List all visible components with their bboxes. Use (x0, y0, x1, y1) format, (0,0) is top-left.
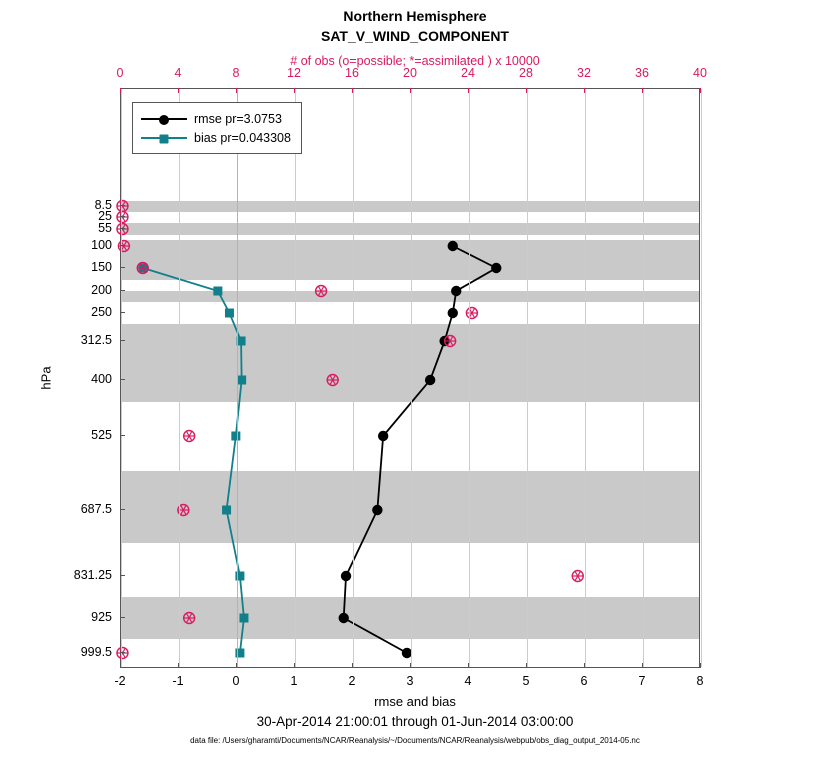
chart-title-line1: Northern Hemisphere (343, 8, 487, 24)
x-tick-mark (584, 663, 585, 668)
y-tick-mark (120, 205, 125, 206)
legend-marker-rmse (159, 115, 169, 125)
y-tick-label: 525 (91, 428, 112, 442)
series-point (225, 309, 234, 318)
obs-marker (184, 431, 195, 442)
obs-marker (117, 212, 128, 223)
top-x-tick-label: 28 (519, 66, 533, 80)
y-tick-label: 8.5 (94, 198, 112, 212)
legend-line-bias (141, 137, 187, 139)
y-tick-mark (120, 509, 125, 510)
y-tick-label: 831.25 (73, 568, 112, 582)
y-tick-mark (120, 575, 125, 576)
top-x-tick-label: 20 (403, 66, 417, 80)
x-tick-label: -2 (114, 674, 126, 688)
grid-line (295, 89, 296, 667)
chart-title-line2: SAT_V_WIND_COMPONENT (321, 28, 509, 44)
top-x-tick-label: 4 (174, 66, 182, 80)
legend-marker-bias (160, 134, 169, 143)
top-x-tick-mark (178, 88, 179, 93)
x-tick-label: 1 (290, 674, 298, 688)
x-tick-label: 6 (580, 674, 588, 688)
legend-line-rmse (141, 118, 187, 120)
top-x-tick-mark (294, 88, 295, 93)
top-x-tick-mark (584, 88, 585, 93)
series-point (339, 613, 349, 623)
x-tick-mark (642, 663, 643, 668)
y-tick-label: 250 (91, 305, 112, 319)
series-point (372, 505, 382, 515)
y-tick-label: 400 (91, 372, 112, 386)
x-tick-label: 2 (348, 674, 356, 688)
y-tick-label: 55 (98, 221, 112, 235)
obs-marker (117, 201, 128, 212)
y-tick-mark (120, 267, 125, 268)
top-x-tick-label: 36 (635, 66, 649, 80)
top-x-tick-mark (700, 88, 701, 93)
legend-label-bias: bias pr=0.043308 (194, 130, 291, 145)
grid-line (121, 89, 122, 667)
y-tick-label: 150 (91, 260, 112, 274)
series-point (451, 286, 461, 296)
grid-line (701, 89, 702, 667)
y-tick-label: 200 (91, 283, 112, 297)
y-tick-mark (120, 340, 125, 341)
y-tick-label: 925 (91, 610, 112, 624)
x-tick-label: 8 (696, 674, 704, 688)
grid-line (237, 89, 238, 667)
y-tick-label: 687.5 (80, 502, 112, 516)
y-tick-mark (120, 216, 125, 217)
y-tick-mark (120, 290, 125, 291)
series-point (425, 375, 435, 385)
legend-item-bias (141, 128, 291, 147)
y-tick-label: 100 (91, 238, 112, 252)
series-point (222, 506, 231, 515)
plot-overlay (121, 89, 699, 667)
top-x-tick-label: 8 (232, 66, 240, 80)
plot-area (120, 88, 700, 668)
y-tick-label: 312.5 (80, 333, 112, 347)
y-tick-mark (120, 435, 125, 436)
x-tick-label: -1 (172, 674, 184, 688)
series-point (239, 614, 248, 623)
obs-marker (117, 648, 128, 659)
x-tick-mark (700, 663, 701, 668)
grid-line (643, 89, 644, 667)
grid-line (469, 89, 470, 667)
top-x-tick-mark (526, 88, 527, 93)
top-x-tick-label: 24 (461, 66, 475, 80)
y-tick-mark (120, 652, 125, 653)
x-tick-mark (236, 663, 237, 668)
top-x-tick-label: 40 (693, 66, 707, 80)
top-axis-title: # of obs (o=possible; *=assimilated ) x 10000 (290, 54, 540, 68)
top-x-tick-label: 0 (116, 66, 124, 80)
top-x-tick-label: 16 (345, 66, 359, 80)
series-point (448, 308, 458, 318)
x-tick-label: 7 (638, 674, 646, 688)
top-x-tick-mark (410, 88, 411, 93)
grid-line (353, 89, 354, 667)
series-point (491, 263, 501, 273)
legend-label-rmse: rmse pr=3.0753 (194, 111, 282, 126)
x-axis-label: rmse and bias (374, 694, 456, 709)
top-x-tick-mark (352, 88, 353, 93)
obs-marker (184, 613, 195, 624)
top-x-tick-label: 12 (287, 66, 301, 80)
y-tick-mark (120, 312, 125, 313)
series-point (448, 241, 458, 251)
obs-marker (117, 224, 128, 235)
series-point (341, 571, 351, 581)
obs-marker (316, 286, 327, 297)
obs-marker (327, 375, 338, 386)
top-x-tick-mark (236, 88, 237, 93)
x-tick-mark (178, 663, 179, 668)
y-tick-label: 25 (98, 209, 112, 223)
data-file-caption: data file: /Users/gharamti/Documents/NCAR/Reanalysis/~/Documents/NCAR/Reanalysis/webpub/obs_diag_output_2014-05.nc (190, 736, 640, 745)
y-tick-mark (120, 379, 125, 380)
grid-line (585, 89, 586, 667)
top-x-tick-mark (468, 88, 469, 93)
series-point (213, 287, 222, 296)
y-tick-mark (120, 228, 125, 229)
series-line (143, 268, 244, 653)
legend-item-rmse (141, 109, 291, 128)
obs-marker (572, 571, 583, 582)
obs-marker (445, 336, 456, 347)
x-tick-label: 5 (522, 674, 530, 688)
legend (132, 102, 302, 154)
grid-line (179, 89, 180, 667)
x-tick-mark (410, 663, 411, 668)
x-tick-mark (294, 663, 295, 668)
x-tick-mark (468, 663, 469, 668)
x-tick-mark (352, 663, 353, 668)
series-point (231, 432, 240, 441)
series-point (237, 376, 246, 385)
date-range-caption: 30-Apr-2014 21:00:01 through 01-Jun-2014 03:00:00 (256, 714, 574, 729)
x-tick-label: 0 (232, 674, 240, 688)
grid-line (527, 89, 528, 667)
y-axis-label: hPa (38, 366, 54, 390)
series-point (378, 431, 388, 441)
grid-line (411, 89, 412, 667)
x-tick-mark (120, 663, 121, 668)
x-tick-mark (526, 663, 527, 668)
x-tick-label: 3 (406, 674, 414, 688)
y-tick-mark (120, 245, 125, 246)
top-x-tick-mark (120, 88, 121, 93)
top-x-tick-label: 32 (577, 66, 591, 80)
x-tick-label: 4 (464, 674, 472, 688)
top-x-tick-mark (642, 88, 643, 93)
y-tick-label: 999.5 (80, 645, 112, 659)
y-tick-mark (120, 617, 125, 618)
